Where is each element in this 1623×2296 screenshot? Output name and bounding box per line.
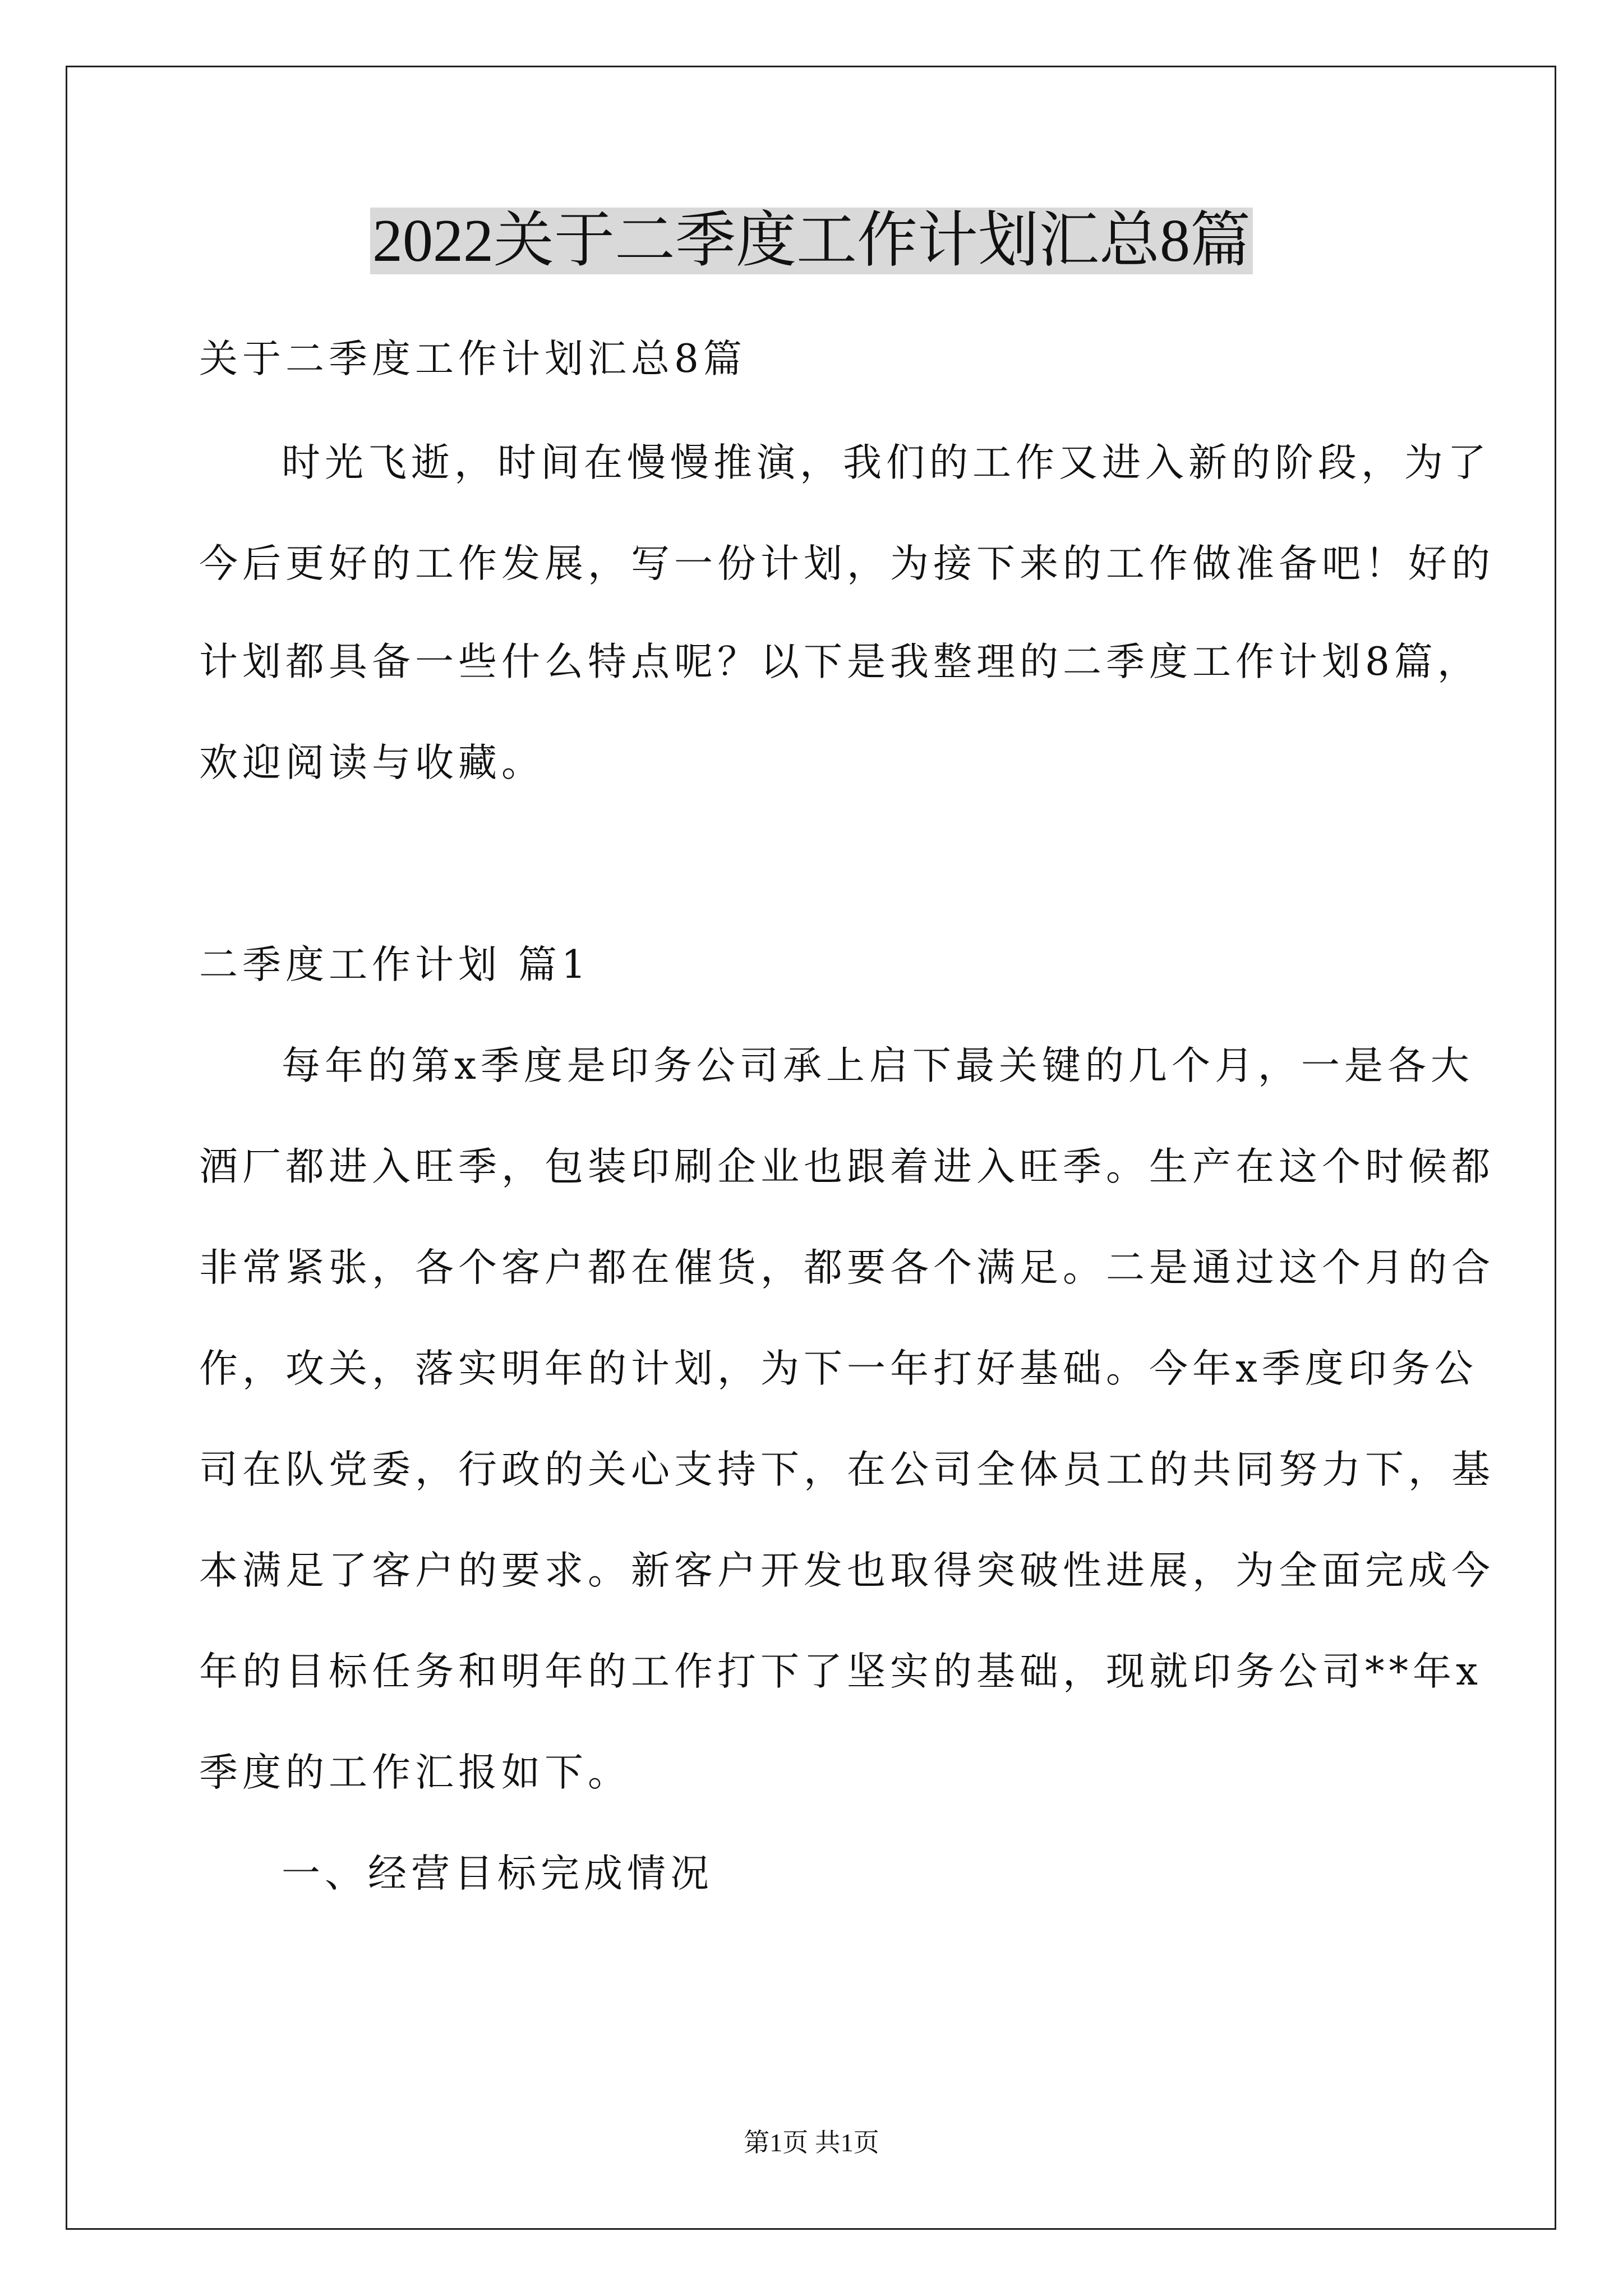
- section-heading: 二季度工作计划 篇1: [199, 942, 591, 987]
- intro-line-4: 欢迎阅读与收藏。: [199, 740, 545, 785]
- body-line-1: 每年的第x季度是印务公司承上启下最关键的几个月，一是各大: [282, 1043, 1474, 1088]
- body-line-8: 季度的工作汇报如下。: [199, 1750, 631, 1795]
- subtitle: 关于二季度工作计划汇总8篇: [199, 337, 746, 381]
- subheading: 一、经营目标完成情况: [282, 1851, 713, 1896]
- body-line-3: 非常紧张，各个客户都在催货，都要各个满足。二是通过这个月的合: [199, 1245, 1495, 1290]
- body-line-7: 年的目标任务和明年的工作打下了坚实的基础，现就印务公司**年x: [199, 1649, 1482, 1694]
- intro-line-1: 时光飞逝，时间在慢慢推演，我们的工作又进入新的阶段，为了: [282, 440, 1491, 485]
- document-title-text: 2022关于二季度工作计划汇总8篇: [370, 208, 1253, 274]
- document-title: [0, 199, 1623, 283]
- body-line-6: 本满足了客户的要求。新客户开发也取得突破性进展，为全面完成今: [199, 1548, 1495, 1593]
- intro-line-2: 今后更好的工作发展，写一份计划，为接下来的工作做准备吧！好的: [199, 541, 1495, 586]
- body-line-5: 司在队党委，行政的关心支持下，在公司全体员工的共同努力下，基: [199, 1447, 1495, 1492]
- body-line-4: 作，攻关，落实明年的计划，为下一年打好基础。今年x季度印务公: [199, 1346, 1478, 1391]
- page-footer: 第1页 共1页: [744, 2128, 879, 2157]
- intro-line-3: 计划都具备一些什么特点呢？以下是我整理的二季度工作计划8篇，: [199, 639, 1481, 684]
- body-line-2: 酒厂都进入旺季，包装印刷企业也跟着进入旺季。生产在这个时候都: [199, 1144, 1495, 1189]
